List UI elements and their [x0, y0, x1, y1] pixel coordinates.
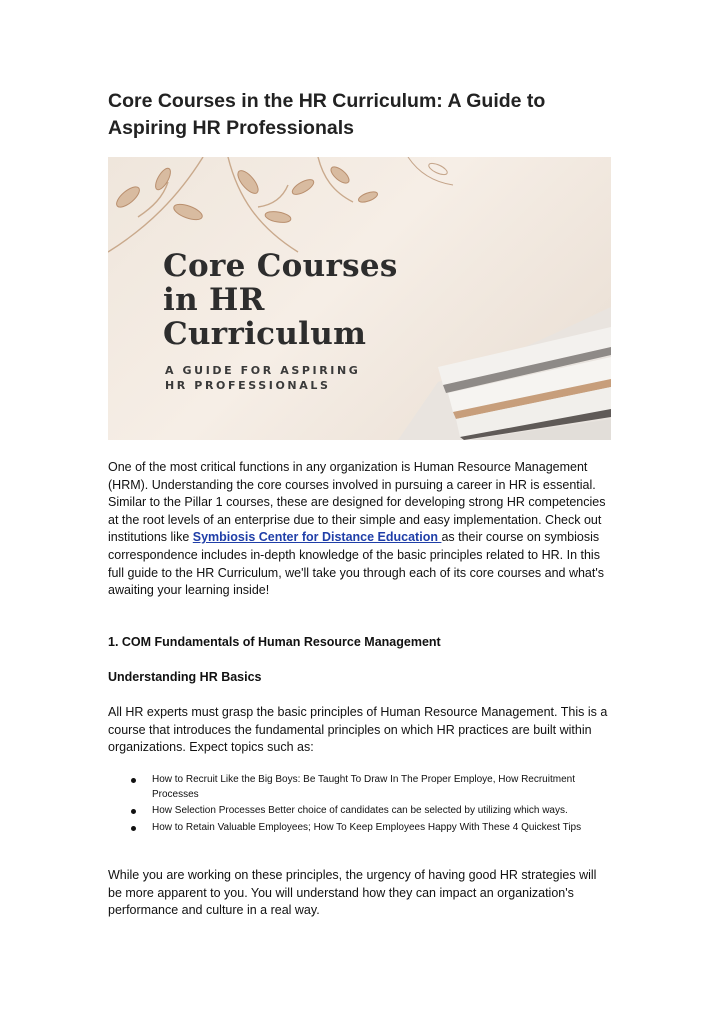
bullet-icon: [131, 809, 136, 814]
section-subheading: Understanding HR Basics: [108, 670, 262, 684]
topics-list: [108, 773, 611, 837]
list-item: [108, 821, 612, 836]
bullet-icon: [131, 826, 136, 831]
hero-subheading-line: HR PROFESSIONALS: [165, 379, 331, 392]
hero-image: [108, 157, 611, 440]
hero-heading-line: in HR: [163, 282, 265, 318]
intro-text-after: as their course on symbiosis correspondence includes in-depth knowledge of the basic principles related to HR. In this full guide to the HR Curriculum, we'll take you through each of its core courses and what's awaiting your learning inside!: [108, 530, 604, 598]
section-heading: 1. COM Fundamentals of Human Resource Management: [108, 635, 441, 649]
page-title: Core Courses in the HR Curriculum: A Guide to Aspiring HR Professionals: [108, 90, 546, 139]
list-item: [108, 773, 612, 802]
hero-subheading-line: A GUIDE FOR ASPIRING: [165, 364, 361, 377]
intro-paragraph: [108, 459, 611, 600]
list-item-text: How to Retain Valuable Employees; How To Keep Employees Happy With These 4 Quickest Tips: [152, 821, 582, 833]
hero-heading: [163, 249, 398, 351]
hero-heading-line: Curriculum: [163, 316, 367, 352]
hero-heading-line: Core Courses: [163, 248, 398, 284]
section-paragraph: All HR experts must grasp the basic principles of Human Resource Management. This is a course that introduces the fundamental principles on which HR practices are built within organizations. Expect topics such as:: [108, 705, 608, 755]
institution-link[interactable]: Symbiosis Center for Distance Education: [192, 530, 442, 545]
closing-paragraph: While you are working on these principles, the urgency of having good HR strategies will be more apparent to you. You will understand how they can impact an organization's performance and culture in a real way.: [108, 868, 597, 918]
hero-subheading: [165, 363, 360, 393]
bullet-icon: [131, 778, 136, 783]
intro-text-before: One of the most critical functions in any organization is Human Resource Management (HRM). Understanding the core courses involved in pursuing a career in HR is essential. Similar to the Pillar 1 courses, these are designed for developing strong HR competencies at the root levels of an enterprise due to their simple and easy implementation. Check out institutions like: [108, 460, 606, 545]
list-item: [108, 804, 612, 819]
list-item-text: How Selection Processes Better choice of candidates can be selected by utilizing which ways.: [152, 805, 568, 816]
list-item-text: How to Recruit Like the Big Boys: Be Taught To Draw In The Proper Employe, How Recruitment Processes: [152, 774, 575, 800]
